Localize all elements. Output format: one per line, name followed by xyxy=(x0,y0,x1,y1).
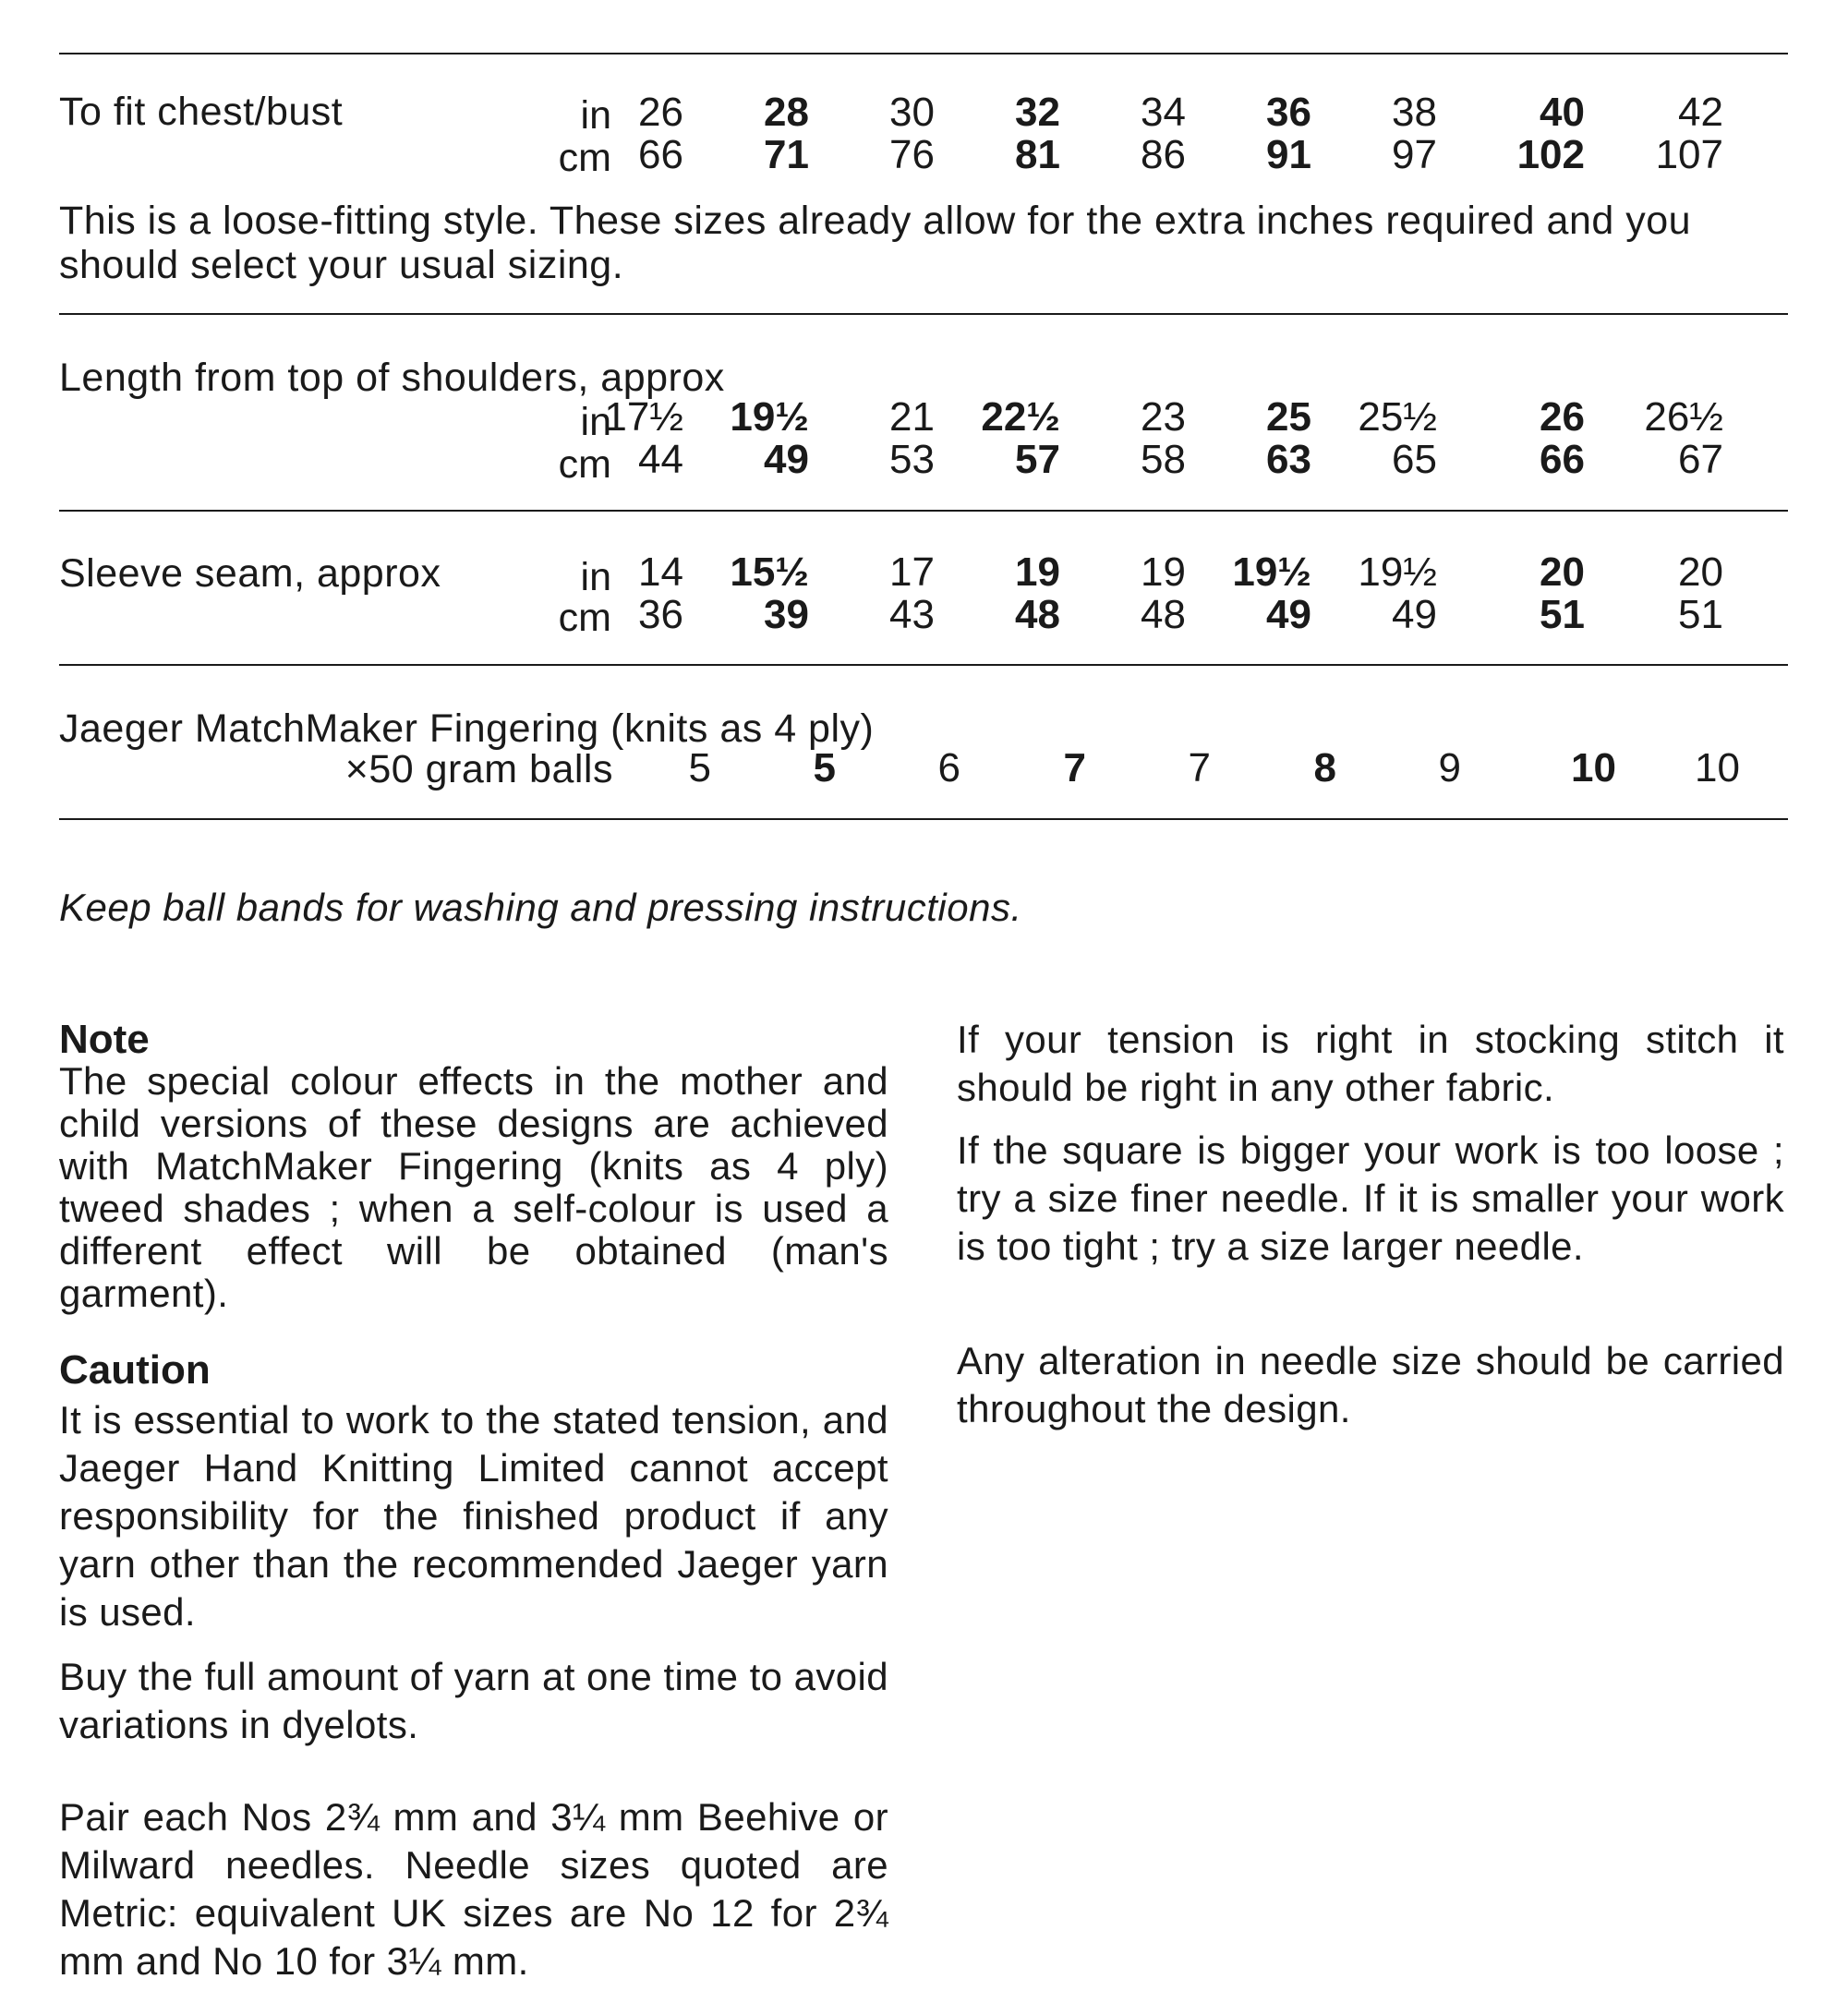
yarn-unit: ×50 gram balls xyxy=(344,747,613,791)
sleeve-cm-row-value-6: 49 xyxy=(1266,592,1311,637)
length-unit-cm: cm xyxy=(558,442,611,487)
length-in-row-value-2: 19½ xyxy=(730,394,809,440)
tension-paragraph-1: If your tension is right in stocking stitch it should be right in any other fabric. xyxy=(957,1018,1784,1109)
length-cm-row-value-5: 58 xyxy=(1141,437,1186,482)
sleeve-in-row-value-5: 19 xyxy=(1141,549,1186,595)
yarn-label: Jaeger MatchMaker Fingering (knits as 4 ply) xyxy=(59,706,875,751)
buy-text xyxy=(59,1653,888,1749)
chest-cm-row-value-7: 97 xyxy=(1392,132,1437,177)
chest-unit-in: in xyxy=(580,93,611,138)
sleeve-in-row-value-8: 20 xyxy=(1540,549,1585,595)
sleeve-cm-row-value-4: 48 xyxy=(1015,592,1060,637)
sleeve-in-row-value-7: 19½ xyxy=(1358,549,1437,595)
ball-bands-note: Keep ball bands for washing and pressing instructions. xyxy=(59,886,1022,929)
caution-paragraph: It is essential to work to the stated tension, and Jaeger Hand Knitting Limited cannot accept responsibility for the finished product if any yarn other than the recommended Jaeger yarn is used. xyxy=(59,1398,888,1634)
chest-in-row-value-2: 28 xyxy=(764,90,809,135)
chest-cm-row-value-1: 66 xyxy=(638,132,683,177)
note-heading: Note xyxy=(59,1017,150,1062)
tension-p1 xyxy=(957,1016,1784,1112)
sleeve-cm-row-value-9: 51 xyxy=(1678,592,1723,637)
chest-in-row-value-9: 42 xyxy=(1678,90,1723,135)
yarn-balls-row-value-8: 10 xyxy=(1571,745,1616,790)
sleeve-cm-row-value-5: 48 xyxy=(1141,592,1186,637)
rule-bottom xyxy=(59,818,1788,820)
sleeve-cm-row-value-1: 36 xyxy=(638,592,683,637)
sleeve-in-row-value-2: 15½ xyxy=(730,549,809,595)
yarn-balls-row-value-9: 10 xyxy=(1695,745,1740,790)
needles-text xyxy=(59,1793,888,1985)
rule-top xyxy=(59,53,1788,54)
length-in-row-value-8: 26 xyxy=(1540,394,1585,440)
note-paragraph: The special colour effects in the mother and child versions of these designs are achieved with MatchMaker Fingering (knits as 4 ply) tweed shades ; when a self-colour is used a different effect will be obtained (man's garment). xyxy=(59,1059,888,1315)
sleeve-in-row-value-4: 19 xyxy=(1015,549,1060,595)
rule-2 xyxy=(59,313,1788,315)
length-in-row-value-3: 21 xyxy=(889,394,935,440)
caution-heading: Caution xyxy=(59,1347,211,1393)
yarn-balls-row-value-4: 7 xyxy=(1063,745,1086,790)
chest-in-row-value-3: 30 xyxy=(889,90,935,135)
yarn-balls-row-value-1: 5 xyxy=(688,745,711,790)
length-in-row-value-7: 25½ xyxy=(1358,394,1437,440)
sleeve-unit-in: in xyxy=(580,555,611,599)
chest-cm-row-value-8: 102 xyxy=(1516,132,1585,177)
fit-note-line1: This is a loose-fitting style. These sizes already allow for the extra inches required and you xyxy=(59,199,1692,243)
length-cm-row-value-3: 53 xyxy=(889,437,935,482)
length-in-row-value-4: 22½ xyxy=(981,394,1060,440)
chest-label: To fit chest/bust xyxy=(59,90,344,134)
tension-paragraph-3: Any alteration in needle size should be carried throughout the design. xyxy=(957,1339,1784,1430)
length-cm-row-value-9: 67 xyxy=(1678,437,1723,482)
note-text xyxy=(59,1060,888,1315)
yarn-balls-row-value-7: 9 xyxy=(1438,745,1461,790)
fit-note-line2: should select your usual sizing. xyxy=(59,243,624,287)
length-in-row-value-1: 17½ xyxy=(604,394,683,440)
chest-cm-row-value-6: 91 xyxy=(1266,132,1311,177)
chest-in-row-value-8: 40 xyxy=(1540,90,1585,135)
length-cm-row-value-8: 66 xyxy=(1540,437,1585,482)
sleeve-label: Sleeve seam, approx xyxy=(59,551,441,596)
sleeve-in-row-value-9: 20 xyxy=(1678,549,1723,595)
rule-3 xyxy=(59,510,1788,512)
tension-paragraph-2: If the square is bigger your work is too loose ; try a size finer needle. If it is smaller your work is too tight ; try a size larger needle. xyxy=(957,1128,1784,1268)
yarn-balls-row-value-2: 5 xyxy=(813,745,836,790)
length-unit-in: in xyxy=(580,400,611,444)
chest-in-row-value-4: 32 xyxy=(1015,90,1060,135)
chest-in-row-value-1: 26 xyxy=(638,90,683,135)
tension-p3 xyxy=(957,1337,1784,1433)
chest-cm-row-value-9: 107 xyxy=(1655,132,1723,177)
tension-p2 xyxy=(957,1127,1784,1271)
chest-cm-row-value-2: 71 xyxy=(764,132,809,177)
chest-in-row-value-7: 38 xyxy=(1392,90,1437,135)
length-in-row-value-9: 26½ xyxy=(1644,394,1723,440)
sleeve-in-row-value-6: 19½ xyxy=(1232,549,1311,595)
length-cm-row-value-1: 44 xyxy=(638,437,683,482)
chest-unit-cm: cm xyxy=(558,136,611,180)
yarn-balls-row-value-5: 7 xyxy=(1188,745,1211,790)
sleeve-cm-row-value-2: 39 xyxy=(764,592,809,637)
chest-cm-row-value-3: 76 xyxy=(889,132,935,177)
sleeve-cm-row-value-8: 51 xyxy=(1540,592,1585,637)
sleeve-cm-row-value-7: 49 xyxy=(1392,592,1437,637)
length-in-row-value-6: 25 xyxy=(1266,394,1311,440)
chest-in-row-value-5: 34 xyxy=(1141,90,1186,135)
sleeve-cm-row-value-3: 43 xyxy=(889,592,935,637)
rule-4 xyxy=(59,664,1788,666)
buy-paragraph: Buy the full amount of yarn at one time to avoid variations in dyelots. xyxy=(59,1655,888,1746)
sleeve-in-row-value-3: 17 xyxy=(889,549,935,595)
chest-in-row-value-6: 36 xyxy=(1266,90,1311,135)
length-cm-row-value-4: 57 xyxy=(1015,437,1060,482)
caution-text xyxy=(59,1396,888,1636)
length-cm-row-value-6: 63 xyxy=(1266,437,1311,482)
length-cm-row-value-7: 65 xyxy=(1392,437,1437,482)
sleeve-unit-cm: cm xyxy=(558,596,611,640)
yarn-balls-row-value-6: 8 xyxy=(1313,745,1336,790)
length-label: Length from top of shoulders, approx xyxy=(59,356,725,400)
yarn-balls-row-value-3: 6 xyxy=(937,745,960,790)
needles-paragraph: Pair each Nos 2¾ mm and 3¼ mm Beehive or Milward needles. Needle sizes quoted are Metric: equivalent UK sizes are No 12 for 2¾ mm and No 10 for 3¼ mm. xyxy=(59,1795,888,1983)
length-cm-row-value-2: 49 xyxy=(764,437,809,482)
chest-cm-row-value-4: 81 xyxy=(1015,132,1060,177)
sleeve-in-row-value-1: 14 xyxy=(638,549,683,595)
chest-cm-row-value-5: 86 xyxy=(1141,132,1186,177)
length-in-row-value-5: 23 xyxy=(1141,394,1186,440)
